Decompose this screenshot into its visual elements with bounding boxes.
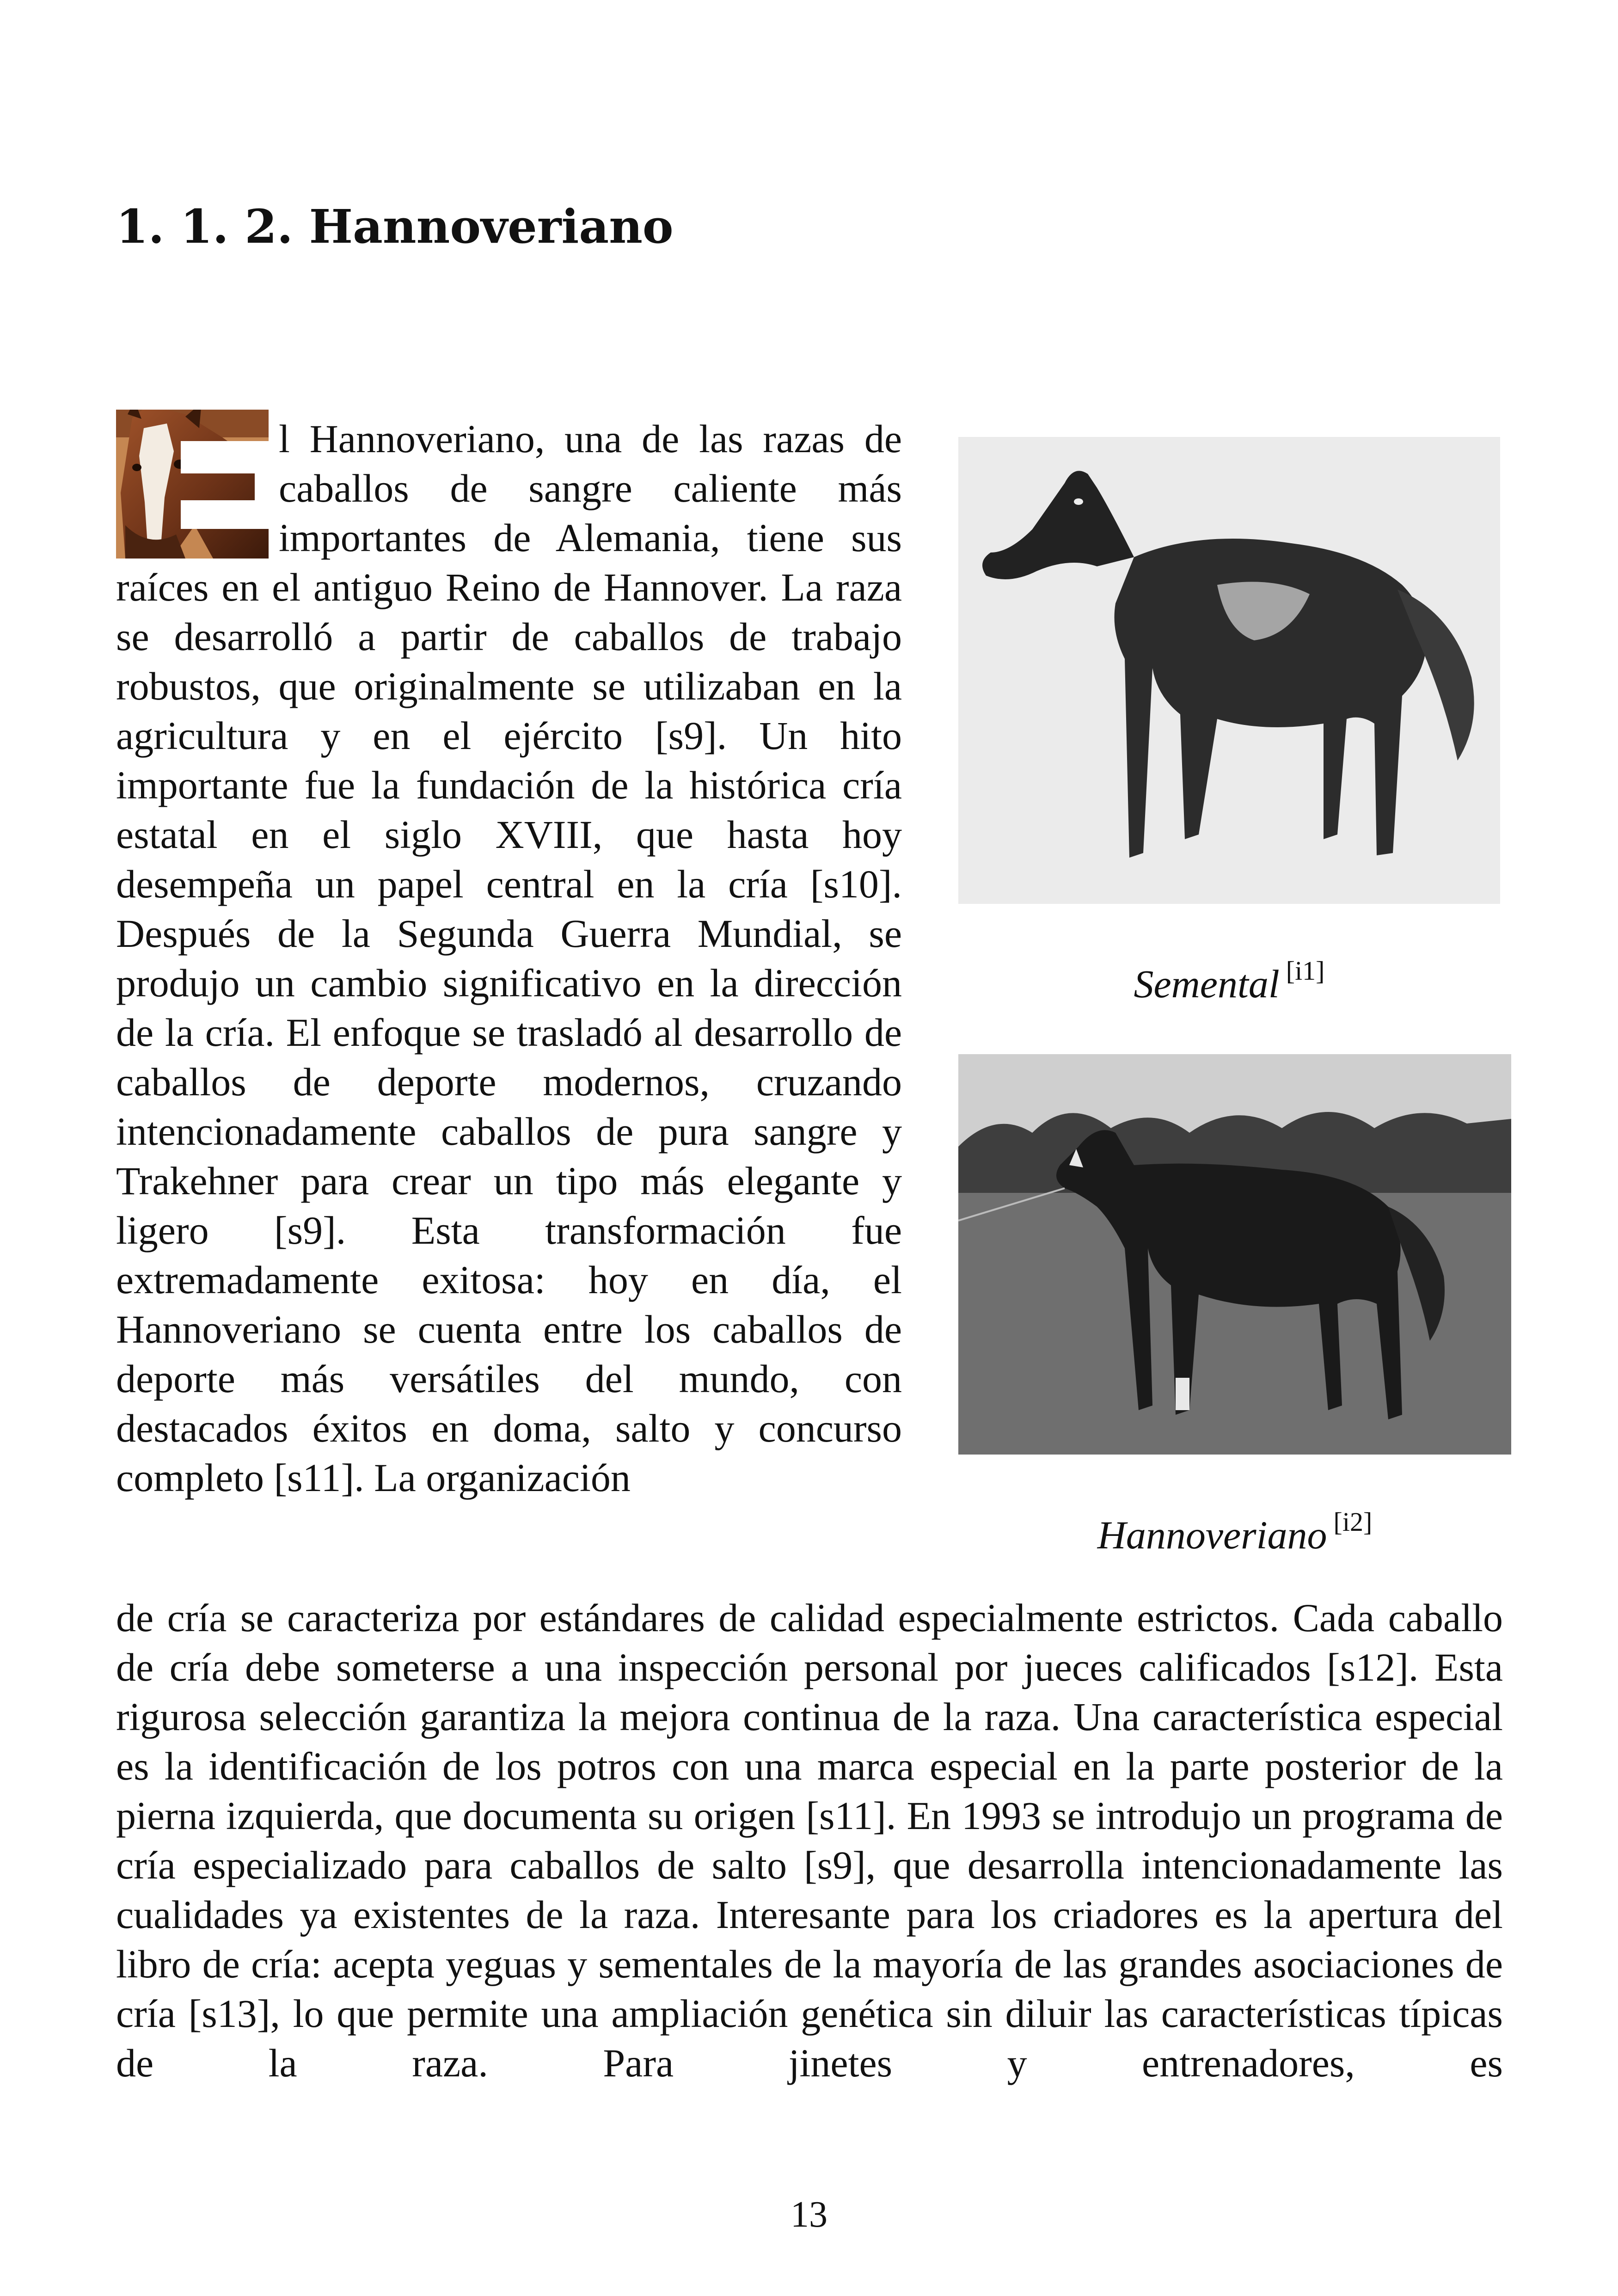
horse-head-dropcap-icon <box>116 410 269 559</box>
column-paragraph: l Hannoveriano, una de las razas de caballos de sangre caliente más importantes de Alemania, tiene sus raíces en el antiguo Reino de Hannover. La raza se desarrolló a partir de caballos de trabajo robustos, que originalmente se utilizaban en la agricultura y en el ejército [s9]. Un hito importante fue la fundación de la histórica cría estatal en el siglo XVIII, que hasta hoy desempeña un papel central en la cría [s10]. Después de la Segunda Guerra Mundial, se produjo un cambio significativo en la dirección de la cría. El enfoque se trasladó al desarrollo de caballos de deporte modernos, cruzando intencionadamente caballos de pura sangre y Trakehner para crear un tipo más elegante y ligero [s9]. Esta transformación fue extremadamente exitosa: hoy en día, el Hannoveriano se cuenta entre los caballos de deporte más versátiles del mundo, con destacados éxitos en doma, salto y concurso completo [s11]. La organización <box>116 417 902 1500</box>
figure-caption-2-text: Hannoveriano <box>1097 1513 1327 1557</box>
figure-caption-1-text: Semental <box>1134 962 1280 1006</box>
body-text-full: de cría se caracteriza por estándares de calidad especialmente estrictos. Cada caballo de cría debe someterse a una inspección personal por jueces calificados [s12]. Esta rigurosa selección garantiza la mejora continua de la raza. Una característica especial es la identificación de los potros con una marca especial en la parte posterior de la pierna izquierda, que documenta su origen [s11]. En 1993 se introdujo un programa de cría especializado para caballos de salto [s9], que desarrolla intencionadamente las cualidades ya existentes de la raza. Interesante para los criadores es la apertura del libro de cría: acepta yeguas y sementales de la mayoría de las grandes asociaciones de cría [s13], lo que permite una ampliación genética sin diluir las características típicas de la raza. Para jinetes y entrenadores, es <box>116 1596 1503 2085</box>
stallion-photo <box>958 437 1500 904</box>
figure-caption-1 <box>958 948 1500 1007</box>
figure-ref-1: [i1] <box>1286 956 1325 986</box>
section-heading: 1. 1. 2. Hannoveriano <box>116 199 674 254</box>
figure-ref-2: [i2] <box>1333 1507 1373 1537</box>
figure-caption-2 <box>958 1499 1511 1558</box>
page-number: 13 <box>791 2194 827 2235</box>
body-text-column <box>116 414 902 1503</box>
hannoverian-photo <box>958 1054 1511 1455</box>
